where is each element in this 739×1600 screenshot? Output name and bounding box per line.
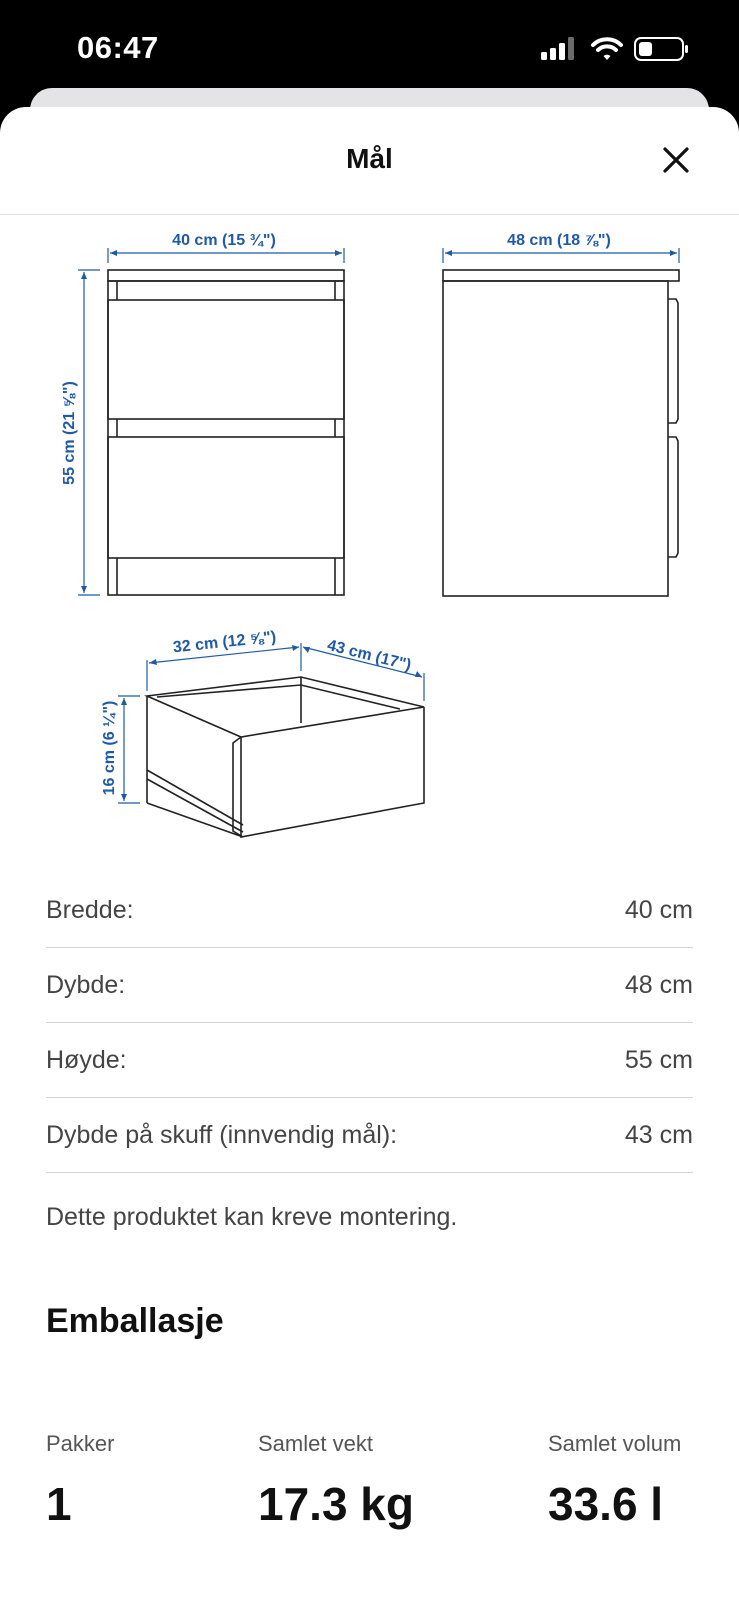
spec-row-drawer-depth [46,1098,693,1173]
weight-label: Samlet vekt [258,1431,373,1456]
spec-row-height [46,1023,693,1098]
spec-label: Bredde: [46,895,134,924]
wifi-icon [593,39,621,60]
drawer-width-label: 32 cm (12 ⅝") [172,628,277,657]
close-button[interactable] [653,137,699,183]
drawer-depth-label: 43 cm (17") [325,637,413,675]
volume-value: 33.6 l [548,1478,664,1530]
close-icon [662,146,690,174]
dimension-lines [78,248,679,803]
spec-row-depth [46,948,693,1023]
packaging-heading: Emballasje [46,1302,224,1340]
sheet-header [0,107,739,215]
battery-icon [635,38,688,60]
volume-label: Samlet volum [548,1431,682,1456]
drawer-height-label: 16 cm (6 ¼") [101,700,118,796]
drawer-drawing [147,677,424,837]
status-bar [0,0,739,92]
weight-value: 17.3 kg [258,1478,414,1530]
packages-label: Pakker [46,1431,115,1456]
status-icons [541,36,691,62]
spec-value: 43 cm [624,1120,693,1149]
spec-list [46,873,693,1173]
side-view-drawing [443,270,679,596]
assembly-note: Dette produktet kan kreve montering. [46,1203,458,1231]
spec-value: 48 cm [624,970,693,999]
spec-label: Dybde: [46,970,126,999]
spec-value: 40 cm [624,895,693,924]
dimensions-sheet [0,107,739,1600]
height-label: 55 cm (21 ⅝") [61,381,78,485]
front-view-drawing [108,270,344,595]
status-time: 06:47 [77,30,159,65]
spec-value: 55 cm [624,1045,693,1074]
dimensions-diagram [0,215,739,865]
spec-row-width [46,873,693,948]
volume-stat [548,1431,681,1531]
spec-label: Dybde på skuff (innvendig mål): [46,1120,398,1149]
front-width-label: 40 cm (15 ¾") [172,232,276,249]
packages-value: 1 [46,1478,72,1530]
cellular-signal-icon [541,37,574,60]
side-depth-label: 48 cm (18 ⅞") [507,232,611,249]
spec-label: Høyde: [46,1045,127,1074]
packages-stat [46,1431,114,1531]
sheet-title: Mål [346,143,393,174]
weight-stat [258,1431,414,1531]
